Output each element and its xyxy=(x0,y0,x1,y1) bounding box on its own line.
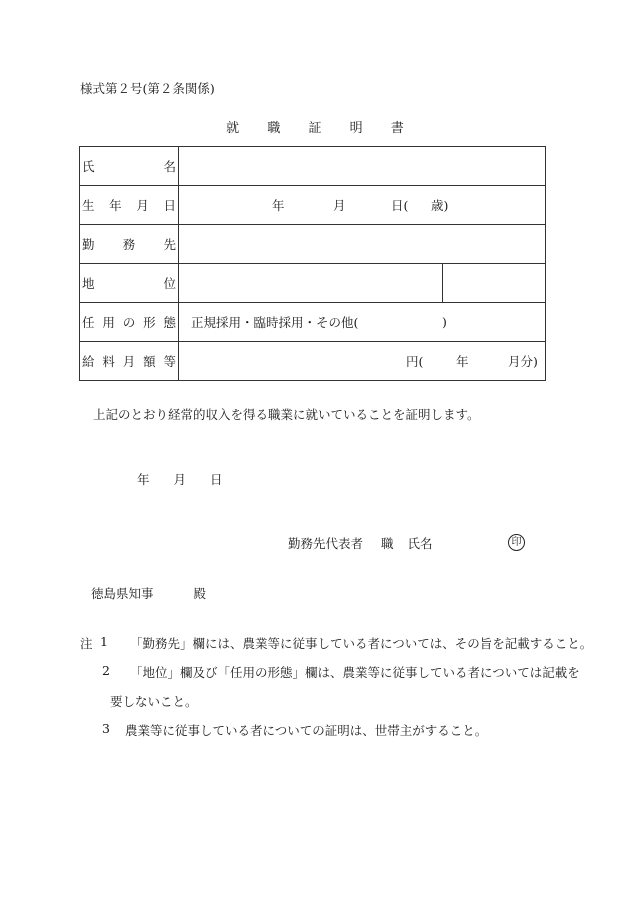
form-number: 様式第２号(第２条関係) xyxy=(80,81,215,96)
signer-label: 勤務先代表者 xyxy=(288,536,364,551)
certificate-form-table xyxy=(79,146,546,381)
notes-heading: 注 xyxy=(80,636,93,651)
age-suffix: 歳) xyxy=(431,198,449,213)
label-employment-type: 任 用 の 形 態 xyxy=(80,303,179,342)
signer-name: 氏名 xyxy=(407,536,433,551)
addressee-name: 徳島県知事 xyxy=(91,586,154,601)
name-field[interactable] xyxy=(179,147,546,186)
note-text: 「地位」欄及び「任用の形態」欄は、農業等に従事している者については記載を xyxy=(130,665,580,680)
salary-yen-suffix: 円( xyxy=(406,354,424,369)
addressee xyxy=(91,584,206,602)
notes-section xyxy=(80,634,593,744)
employment-type-close: ) xyxy=(442,314,447,330)
certification-statement: 上記のとおり経常的収入を得る職業に就いていることを証明します。 xyxy=(93,407,480,422)
document-title xyxy=(80,117,550,136)
note-text: 農業等に従事している者についての証明は、世帯主がすること。 xyxy=(125,723,488,738)
birth-month-suffix: 月 xyxy=(333,198,346,213)
employment-type-options: 正規採用・臨時採用・その他( xyxy=(191,315,359,330)
position-field[interactable] xyxy=(179,264,546,303)
label-name: 氏 名 xyxy=(80,147,179,186)
table-row-salary xyxy=(80,342,546,381)
signer-block xyxy=(288,534,433,552)
table-row-employment-type xyxy=(80,303,546,342)
addressee-honorific: 殿 xyxy=(193,586,207,601)
birth-day-suffix: 日( xyxy=(391,198,409,213)
title-char: 就 xyxy=(226,121,240,136)
date-day: 日 xyxy=(210,472,223,487)
salary-month-suffix: 月分) xyxy=(508,354,538,369)
label-workplace: 勤 務 先 xyxy=(80,225,179,264)
certification-date xyxy=(137,470,223,488)
employment-type-field[interactable] xyxy=(179,303,546,342)
note-number: 3 xyxy=(102,721,110,736)
birthdate-field[interactable] xyxy=(179,186,546,225)
title-char: 明 xyxy=(349,121,363,136)
table-row-position xyxy=(80,264,546,303)
table-row-name xyxy=(80,147,546,186)
note-number: 1 xyxy=(100,634,108,649)
label-position: 地 位 xyxy=(80,264,179,303)
date-year: 年 xyxy=(137,472,150,487)
title-char: 書 xyxy=(390,121,404,136)
seal-mark: 印 xyxy=(508,534,525,551)
title-char: 証 xyxy=(308,121,322,136)
birth-year-suffix: 年 xyxy=(272,198,285,213)
salary-field[interactable] xyxy=(179,342,546,381)
label-salary: 給 料 月 額 等 xyxy=(80,342,179,381)
salary-year-suffix: 年 xyxy=(456,354,469,369)
note-text: 「勤務先」欄には、農業等に従事している者については、その旨を記載すること。 xyxy=(130,636,593,651)
signer-position: 職 xyxy=(381,536,394,551)
table-row-workplace xyxy=(80,225,546,264)
workplace-field[interactable] xyxy=(179,225,546,264)
note-continuation: 要しないこと。 xyxy=(110,694,198,709)
title-char: 職 xyxy=(267,121,281,136)
label-birthdate: 生 年 月 日 xyxy=(80,186,179,225)
date-month: 月 xyxy=(173,472,187,487)
position-cell-divider xyxy=(442,264,443,302)
note-number: 2 xyxy=(102,663,110,678)
table-row-birthdate xyxy=(80,186,546,225)
